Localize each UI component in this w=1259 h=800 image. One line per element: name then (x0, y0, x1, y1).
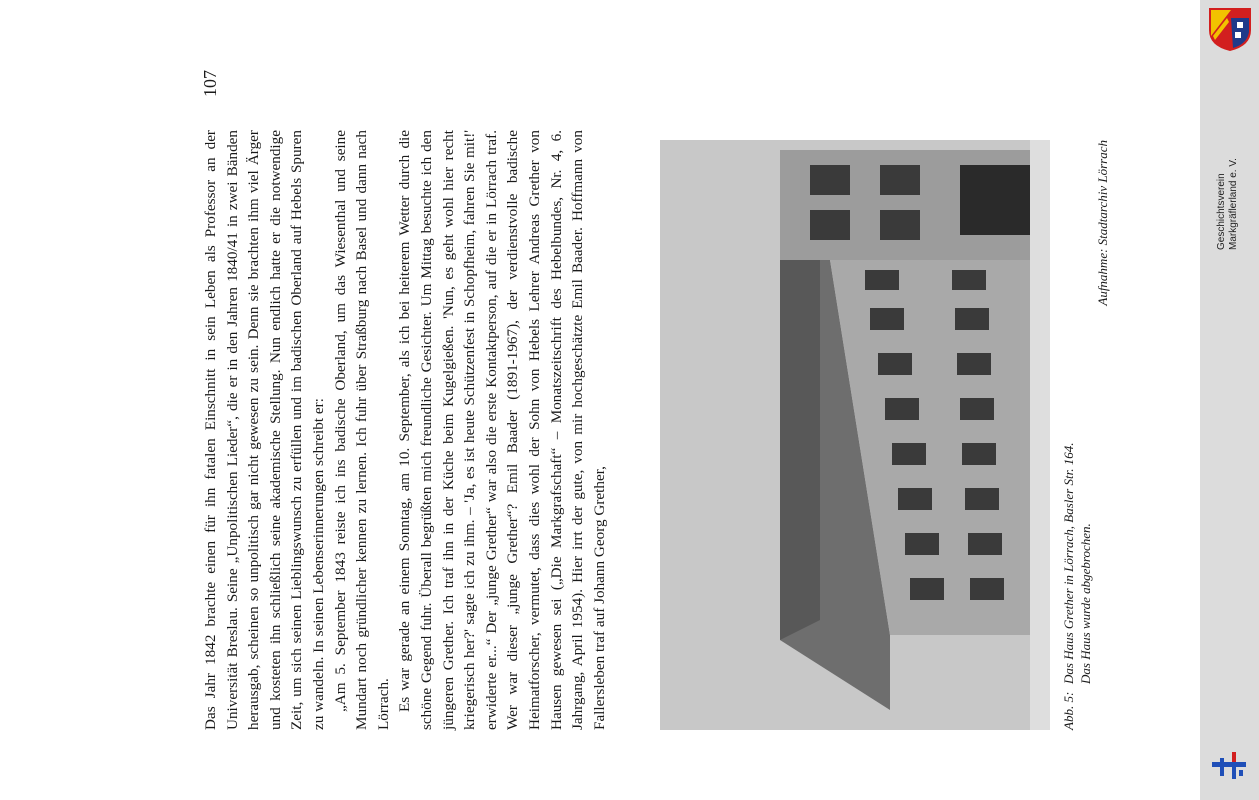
society-line2: Markgräflerland e. V. (1228, 158, 1239, 250)
photo-credit: Aufnahme: Stadtarchiv Lörrach (1095, 140, 1110, 306)
building-illustration (660, 140, 1050, 730)
paragraph: Das Jahr 1842 brachte einen für ihn fatalen Einschnitt in sein Leben als Professor an der Universität Breslau. Seine „Unpolitischen Lieder“, die er in den Jahren 1840/41 in zwei Bänden herausgab, scheinen so unpolitisch gar nicht gewesen zu sein. Denn sie brachten ihm viel Ärger und kosteten ihn schließlich seine akademische Stellung. Nun endlich hatte er die notwendige Zeit, um sich seinen Lieblingswunsch zu erfüllen und im badischen Oberland auf Hebels Spuren zu wandeln. In seinen Lebenserinnerungen schreibt er: (202, 130, 327, 730)
society-line1: Geschichtsverein (1216, 173, 1227, 250)
figure-caption (1060, 130, 1094, 730)
paragraph: „Am 5. September 1843 reiste ich ins badische Oberland, um das Wiesenthal und seine Mundart noch gründlicher kennen zu lernen. Ich fuhr über Straßburg nach Basel und dann nach Lörrach. (331, 130, 392, 730)
caption-label: Abb. 5: (1061, 691, 1076, 730)
body-text (200, 130, 610, 730)
caption-line2: Das Haus wurde abgebrochen. (1078, 523, 1093, 684)
book-page (160, 60, 1170, 740)
page-number: 107 (200, 70, 220, 97)
photo-haus-grether (660, 140, 1050, 730)
society-name (1216, 158, 1240, 250)
caption-line1: Das Haus Grether in Lörrach, Basler Str. 164. (1061, 442, 1076, 684)
right-sidebar (1200, 0, 1259, 800)
paragraph: Es war gerade an einem Sonntag, am 10. September, als ich bei heiterem Wetter durch die schöne Gegend fuhr. Überall begrüßten mich freundliche Gesichter. Um Mittag besuchte ich den jüngeren Grether. Ich traf ihn in der Küche beim Kugelgießen. 'Nun, es geht wohl hier recht kriegerisch her?' sagte ich zu ihm. – 'Ja, es ist heute Schützenfest in Schopfheim, fahren Sie mit!' erwiderte er...“ Der „junge Grether“ war also die erste Kontaktperson, auf die er in Lörrach traf. Wer war dieser „junge Grether“? Emil Baader (1891-1967), der verdienstvolle badische Heimatforscher, vermutet, dass dies wohl der Sohn von Hebels Lehrer Andreas Grether von Hausen gewesen sei („Die Markgrafschaft“ – Monatszeitschrift des Hebelbundes, Nr. 4, 6. Jahrgang, April 1954). Hier irrt der gute, von mir hochgeschätzte Emil Baader. Hoffmann von Fallersleben traf auf Johann Georg Grether, (396, 130, 608, 730)
ub-freiburg-logo-icon (1212, 748, 1246, 782)
coat-of-arms-icon (1207, 6, 1253, 52)
